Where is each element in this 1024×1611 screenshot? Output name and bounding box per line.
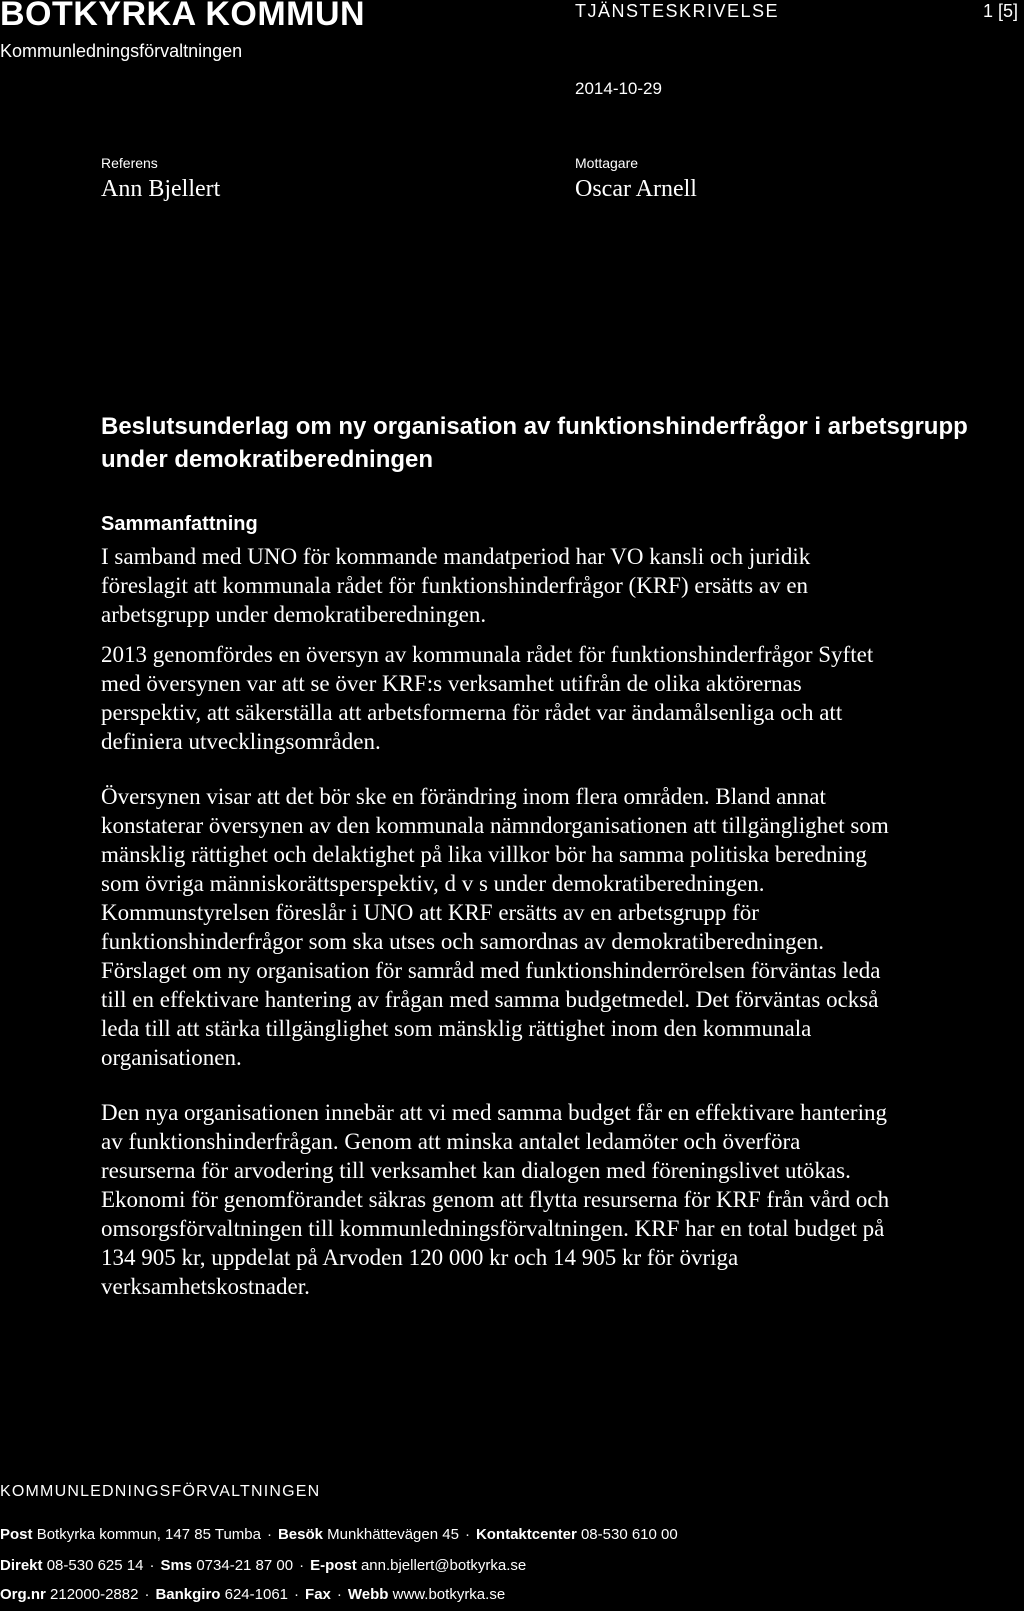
footer-contact-line-1: Post Botkyrka kommun, 147 85 Tumba · Besök Munkhättevägen 45 · Kontaktcenter 08-530 610 00 (0, 1526, 678, 1543)
bankgiro-value: 624-1061 (224, 1586, 289, 1603)
web-link[interactable]: www.botkyrka.se (392, 1586, 506, 1603)
footer-contact-line-2: Direkt 08-530 625 14 · Sms 0734-21 87 00 · E-post ann.bjellert@botkyrka.se (0, 1557, 527, 1574)
paragraph-2: 2013 genomfördes en översyn av kommunala rådet för funktionshinderfrågor Syftet med översynen var att se över KRF:s verksamhet utifrån de olika aktörernas perspektiv, att säkerställa att arbetsformerna för rådet var ändamålsenliga och att definiera utvecklingsområden. (101, 642, 874, 754)
contact-center-value: 08-530 610 00 (580, 1526, 678, 1543)
department-name: Kommunledningsförvaltningen (0, 41, 243, 61)
document-type: TJÄNSTESKRIVELSE (575, 1, 780, 21)
paragraph-4: Den nya organisationen innebär att vi med samma budget får en effektivare hantering av funktionshinderfrågan. Genom att minska antalet ledamöter och överföra resurserna för arvodering till verksamhet kan dialogen med föreningslivet utökas. Ekonomi för genomförandet säkras genom att flytta resurserna för KRF från vård och omsorgsförvaltningen till kommunledningsförvaltningen. KRF har en total budget på 134 905 kr, uppdelat på Arvoden 120 000 kr och 14 905 kr för övriga verksamhetskostnader. (101, 1100, 890, 1299)
reference-label: Referens (101, 155, 158, 171)
document-date: 2014-10-29 (575, 79, 662, 98)
direct-value: 08-530 625 14 (46, 1557, 144, 1574)
paragraph-1: I samband med UNO för kommande mandatperiod har VO kansli och juridik föreslagit att kommunala rådet för funktionshinderfrågor (KRF) ersätts av en arbetsgrupp under demokratiberedningen. (101, 544, 811, 627)
footer-contact-line-3: Org.nr 212000-2882 · Bankgiro 624-1061 · Fax · Webb www.botkyrka.se (0, 1586, 506, 1603)
orgnr-label: Org.nr (0, 1586, 46, 1603)
paragraph-3: Översynen visar att det bör ske en förändring inom flera områden. Bland annat konstaterar översynen av den kommunala nämndorganisationen att tillgänglighet som mänsklig rättighet och delaktighet på lika villkor bör ha samma politiska beredning som övriga människorättsperspektiv, d v s under demokratiberedningen. Kommunstyrelsen föreslår i UNO att KRF ersätts av en arbetsgrupp för funktionshinderfrågor som ska utses och samordnas av demokratiberedningen. Förslaget om ny organisation för samråd med funktionshinderrörelsen förväntas leda till en effektivare hantering av frågan med samma budgetmedel. Det förväntas också leda till att stärka tillgänglighet som mänsklig rättighet inom den kommunala organisationen. (101, 784, 889, 1070)
direct-label: Direkt (0, 1557, 43, 1574)
recipient-name: Oscar Arnell (575, 176, 697, 202)
sms-label: Sms (160, 1557, 193, 1574)
bankgiro-label: Bankgiro (155, 1586, 221, 1603)
sms-value: 0734-21 87 00 (196, 1557, 294, 1574)
post-value: Botkyrka kommun, 147 85 Tumba (36, 1526, 261, 1543)
email-label: E-post (310, 1557, 357, 1574)
page-number: 1 [5] (983, 1, 1019, 21)
email-link[interactable]: ann.bjellert@botkyrka.se (360, 1557, 527, 1574)
organization-name: BOTKYRKA KOMMUN (0, 0, 366, 33)
orgnr-value: 212000-2882 (50, 1586, 139, 1603)
fax-label: Fax (305, 1586, 331, 1603)
web-label: Webb (347, 1586, 389, 1603)
post-label: Post (0, 1526, 33, 1543)
visit-value: Munkhättevägen 45 (327, 1526, 459, 1543)
visit-label: Besök (277, 1526, 323, 1543)
reference-name: Ann Bjellert (101, 176, 221, 202)
recipient-label: Mottagare (575, 155, 639, 171)
section-heading: Sammanfattning (101, 513, 258, 535)
footer-department: KOMMUNLEDNINGSFÖRVALTNINGEN (0, 1483, 321, 1500)
contact-center-label: Kontaktcenter (475, 1526, 577, 1543)
document-title: Beslutsunderlag om ny organisation av funktionshinderfrågor i arbetsgrupp under demokratiberedningen (101, 413, 968, 473)
